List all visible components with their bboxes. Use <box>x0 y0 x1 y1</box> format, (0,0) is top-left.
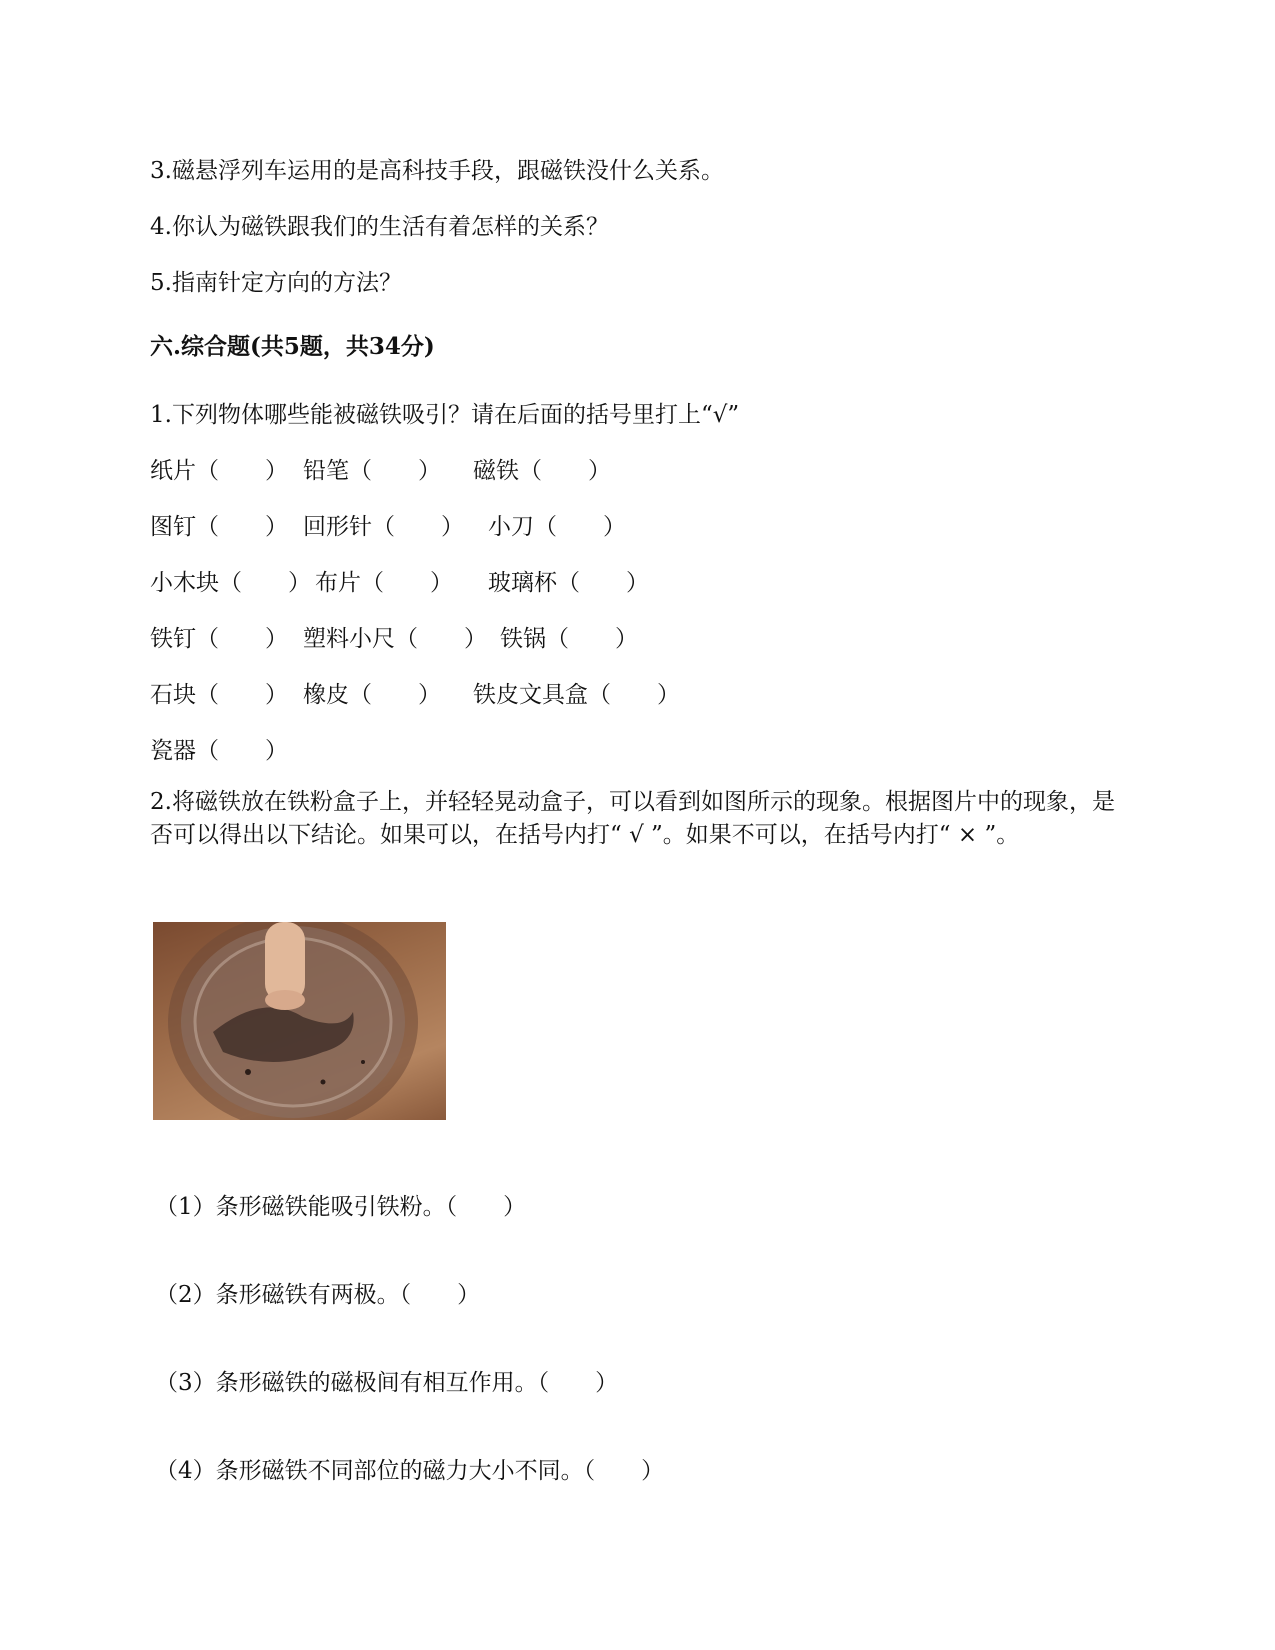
object-item: 石块（ ） <box>150 682 288 708</box>
statement-3: （3）条形磁铁的磁极间有相互作用。（ ） <box>155 1370 619 1396</box>
statement-1: （1）条形磁铁能吸引铁粉。（ ） <box>155 1194 527 1220</box>
object-item: 磁铁（ ） <box>473 458 611 484</box>
object-item: 小刀（ ） <box>488 514 626 540</box>
object-item: 瓷器（ ） <box>150 738 288 764</box>
object-item: 塑料小尺（ ） <box>303 626 487 652</box>
object-item: 玻璃杯（ ） <box>488 570 649 596</box>
iron-filings-photo <box>153 922 446 1120</box>
object-item: 铅笔（ ） <box>303 458 441 484</box>
statement-4: （4）条形磁铁不同部位的磁力大小不同。（ ） <box>155 1458 665 1484</box>
question-5-4: 4.你认为磁铁跟我们的生活有着怎样的关系？ <box>150 214 609 240</box>
object-item: 铁钉（ ） <box>150 626 288 652</box>
object-item: 布片（ ） <box>315 570 453 596</box>
object-item: 纸片（ ） <box>150 458 288 484</box>
question-5-5: 5.指南针定方向的方法？ <box>150 270 402 296</box>
object-item: 铁皮文具盒（ ） <box>473 682 680 708</box>
question-6-2: 2.将磁铁放在铁粉盒子上，并轻轻晃动盒子，可以看到如图所示的现象。根据图片中的现象，是否可以得出以下结论。如果可以，在括号内打“ √ ”。如果不可以，在括号内打“ × ”。 <box>150 789 1115 848</box>
object-item: 图钉（ ） <box>150 514 288 540</box>
object-item: 回形针（ ） <box>303 514 464 540</box>
question-6-1: 1.下列物体哪些能被磁铁吸引？请在后面的括号里打上“√” <box>150 402 740 428</box>
statement-2: （2）条形磁铁有两极。（ ） <box>155 1282 481 1308</box>
object-item: 铁锅（ ） <box>500 626 638 652</box>
question-5-3: 3.磁悬浮列车运用的是高科技手段，跟磁铁没什么关系。 <box>150 158 724 184</box>
object-item: 小木块（ ） <box>150 570 311 596</box>
section-heading: 六.综合题(共5题，共34分) <box>150 333 435 360</box>
object-item: 橡皮（ ） <box>303 682 441 708</box>
